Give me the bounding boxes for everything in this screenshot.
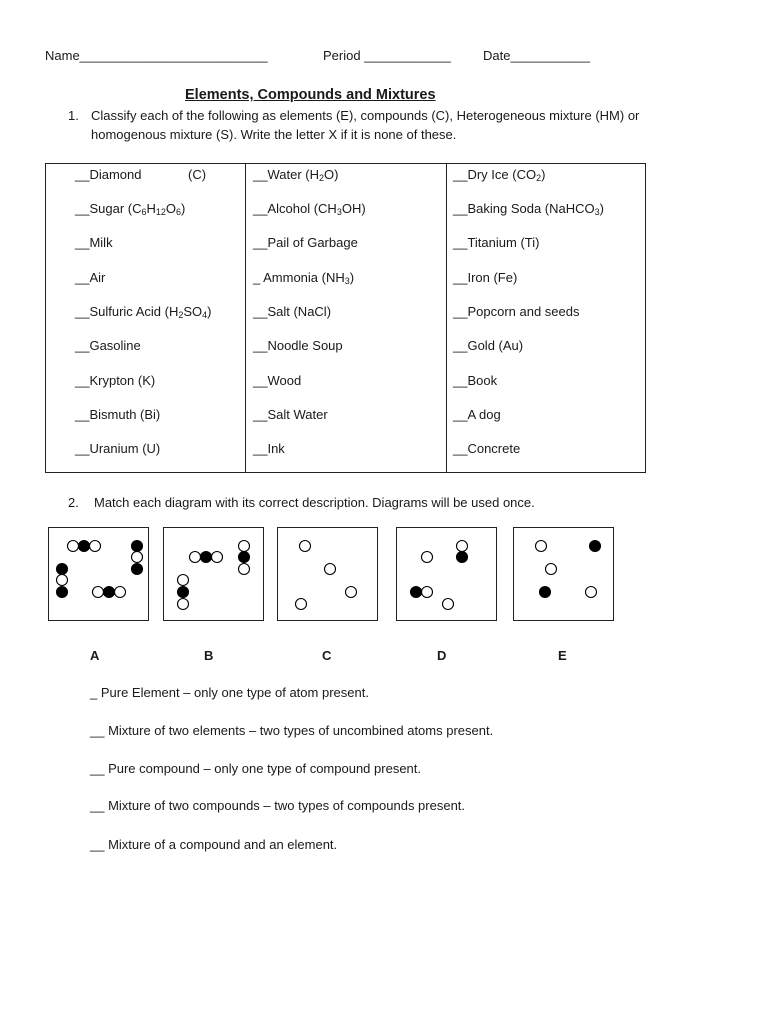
classification-table: [45, 163, 646, 473]
classification-item[interactable]: [453, 304, 579, 319]
classification-item[interactable]: [253, 407, 328, 422]
classification-item[interactable]: [75, 373, 155, 388]
column-divider: [245, 164, 246, 472]
item-label: __Water (: [253, 167, 310, 182]
item-label: __Bismuth (Bi): [75, 407, 161, 422]
item-label: __Air: [75, 270, 106, 285]
page-title: Elements, Compounds and Mixtures: [185, 87, 436, 103]
empty-atom: [57, 575, 68, 586]
description-pure-element[interactable]: _ Pure Element – only one type of atom present.: [90, 685, 369, 700]
particle-diagram-d: [396, 527, 497, 621]
classification-item[interactable]: __Sulfuric Acid $(H_2SO_4)$: [75, 304, 212, 320]
item-label: __Pail of Garbage: [253, 235, 358, 250]
item-label: __Dry Ice (: [453, 167, 517, 182]
empty-atom: [422, 587, 433, 598]
classification-item[interactable]: [75, 270, 105, 285]
classification-item[interactable]: [253, 304, 331, 319]
diagram-label-b: B: [204, 648, 214, 663]
empty-atom: [212, 552, 223, 563]
date-field[interactable]: Date___________: [483, 48, 590, 63]
particle-diagram-e: [513, 527, 614, 621]
empty-atom: [239, 541, 250, 552]
item-label: __Krypton (K): [75, 373, 156, 388]
item-label: __Noodle Soup: [253, 338, 343, 353]
item-label: __Sugar (: [75, 201, 133, 216]
empty-atom: [132, 552, 143, 563]
empty-atom: [325, 564, 336, 575]
item-label: __A dog: [453, 407, 501, 422]
empty-atom: [586, 587, 597, 598]
item-label: __Sulfuric Acid (: [75, 304, 169, 319]
item-label: __Uranium (U): [75, 441, 161, 456]
classification-item[interactable]: [75, 338, 141, 353]
classification-item[interactable]: __Sugar $(C_6H_{12}O_6)$: [75, 201, 186, 217]
item-label: __Iron (Fe): [453, 270, 518, 285]
q2-number: 2.: [68, 495, 79, 510]
item-label: __Titanium (Ti): [453, 235, 540, 250]
classification-item[interactable]: __Alcohol $(CH_3OH)$: [253, 201, 366, 217]
filled-atom: [57, 564, 68, 575]
item-label: __Milk: [75, 235, 113, 250]
item-label: __Salt (NaCl): [253, 304, 332, 319]
description-pure-compound[interactable]: __ Pure compound – only one type of compound present.: [90, 761, 421, 776]
item-label: __Ink: [253, 441, 285, 456]
chemical-formula: $NH_3$: [325, 270, 350, 286]
particle-diagram-b: [163, 527, 264, 621]
filled-atom: [79, 541, 90, 552]
diagram-label-d: D: [437, 648, 447, 663]
q1-number: 1.: [68, 108, 79, 123]
classification-item[interactable]: [75, 235, 113, 250]
chemical-formula: $H_2O$: [309, 167, 335, 183]
filled-atom: [57, 587, 68, 598]
empty-atom: [68, 541, 79, 552]
classification-item[interactable]: [453, 338, 523, 353]
classification-item[interactable]: [253, 441, 285, 456]
filled-atom: [132, 564, 143, 575]
item-label: _ Ammonia (: [253, 270, 326, 285]
q1-instructions-line1: Classify each of the following as elements (E), compounds (C), Heterogeneous mixture (HM) or: [91, 108, 640, 123]
item-label: __Concrete: [453, 441, 521, 456]
diagram-label-e: E: [558, 648, 567, 663]
empty-atom: [346, 587, 357, 598]
filled-atom: [540, 587, 551, 598]
item-label: __Alcohol (: [253, 201, 319, 216]
classification-item[interactable]: [75, 441, 160, 456]
item-label: __Salt Water: [253, 407, 328, 422]
empty-atom: [457, 541, 468, 552]
chemical-formula: $C_6H_{12}O_6$: [132, 201, 182, 217]
q1-instructions-line2: homogenous mixture (S). Write the letter X if it is none of these.: [91, 127, 457, 142]
classification-item[interactable]: [453, 235, 539, 250]
classification-item[interactable]: [253, 373, 301, 388]
diagram-label-c: C: [322, 648, 332, 663]
description-mixture-two-compounds[interactable]: __ Mixture of two compounds – two types of compounds present.: [90, 798, 466, 813]
item-label: __Gasoline: [75, 338, 141, 353]
classification-item[interactable]: __Water $(H_2O)$: [253, 167, 339, 183]
empty-atom: [239, 564, 250, 575]
item-label: __Book: [453, 373, 498, 388]
empty-atom: [115, 587, 126, 598]
empty-atom: [190, 552, 201, 563]
diagram-label-a: A: [90, 648, 100, 663]
item-label: __Wood: [253, 373, 302, 388]
description-mixture-compound-element[interactable]: __ Mixture of a compound and an element.: [90, 837, 338, 852]
classification-item[interactable]: __Dry Ice $(CO_2)$: [453, 167, 546, 183]
item-label: __Baking Soda (: [453, 201, 550, 216]
filled-atom: [201, 552, 212, 563]
item-label: __Popcorn and seeds: [453, 304, 580, 319]
empty-atom: [296, 599, 307, 610]
q2-instructions: Match each diagram with its correct description. Diagrams will be used once.: [94, 495, 535, 510]
item-label: __Diamond: [75, 167, 142, 182]
chemical-formula: $H_2SO_4$: [168, 304, 208, 320]
classification-item[interactable]: [453, 441, 520, 456]
classification-item[interactable]: [453, 270, 517, 285]
name-field[interactable]: Name__________________________: [45, 48, 268, 63]
empty-atom: [178, 599, 189, 610]
empty-atom: [93, 587, 104, 598]
filled-atom: [239, 552, 250, 563]
filled-atom: [132, 541, 143, 552]
empty-atom: [546, 564, 557, 575]
filled-atom: [590, 541, 601, 552]
item-label: __Gold (Au): [453, 338, 524, 353]
filled-atom: [178, 587, 189, 598]
period-field[interactable]: Period ____________: [323, 48, 451, 63]
particle-diagram-a: [48, 527, 149, 621]
empty-atom: [536, 541, 547, 552]
classification-item[interactable]: [453, 407, 501, 422]
classification-item[interactable]: [75, 407, 160, 422]
chemical-formula: $CO_2$: [516, 167, 542, 183]
description-mixture-two-elements[interactable]: __ Mixture of two elements – two types of uncombined atoms present.: [90, 723, 494, 738]
empty-atom: [443, 599, 454, 610]
empty-atom: [90, 541, 101, 552]
column-divider: [446, 164, 447, 472]
filled-atom: [411, 587, 422, 598]
chemical-formula: NaHCO$_3$: [549, 201, 600, 217]
chemical-formula: $CH_3OH$: [318, 201, 362, 217]
classification-item[interactable]: [253, 338, 343, 353]
empty-atom: [422, 552, 433, 563]
classification-item[interactable]: __Baking Soda (NaHCO$_3$): [453, 201, 604, 217]
empty-atom: [178, 575, 189, 586]
filled-answer: (C): [188, 167, 207, 182]
classification-item[interactable]: [453, 373, 497, 388]
classification-item[interactable]: _ Ammonia $(NH_3)$: [253, 270, 355, 286]
classification-item[interactable]: [253, 235, 358, 250]
filled-atom: [104, 587, 115, 598]
classification-item[interactable]: [75, 167, 207, 182]
filled-atom: [457, 552, 468, 563]
empty-atom: [300, 541, 311, 552]
particle-diagram-c: [277, 527, 378, 621]
